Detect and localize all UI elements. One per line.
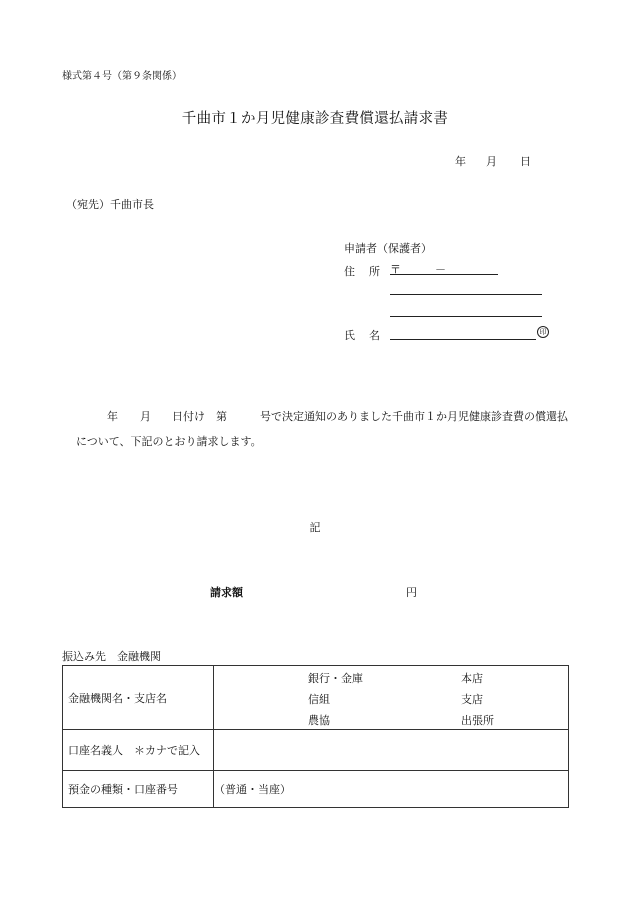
- account-type-field[interactable]: （普通・当座）: [214, 771, 569, 808]
- body-number-prefix: 第: [216, 410, 227, 423]
- form-number: 様式第４号（第９条関係）: [62, 71, 182, 82]
- postal-code-field[interactable]: [390, 261, 498, 275]
- name-field[interactable]: [390, 339, 536, 340]
- ki-heading: 記: [309, 521, 321, 534]
- body-dated: 日付け: [172, 410, 205, 423]
- date-month-label: 月: [486, 155, 497, 168]
- account-holder-label: 口座名義人 ＊カナで記入: [63, 730, 214, 771]
- address-label-char-2: 所: [369, 265, 380, 278]
- institution-type-bank[interactable]: 銀行・金庫: [308, 672, 363, 685]
- branch-type-sub-branch[interactable]: 出張所: [461, 714, 494, 727]
- table-row: [63, 771, 569, 808]
- account-holder-field[interactable]: [214, 730, 569, 771]
- branch-type-head-office[interactable]: 本店: [461, 672, 483, 685]
- bank-info-table: [62, 665, 569, 808]
- claim-amount-unit: 円: [406, 586, 417, 599]
- account-type-label: 預金の種類・口座番号: [63, 771, 214, 808]
- transfer-heading: 振込み先 金融機関: [62, 650, 161, 663]
- institution-type-agri-coop[interactable]: 農協: [308, 714, 330, 727]
- body-sentence: 号で決定通知のありました千曲市１か月児健康診査費の償還払: [260, 410, 568, 423]
- institution-type-credit-union[interactable]: 信組: [308, 693, 330, 706]
- page-title: 千曲市１か月児健康診査費償還払請求書: [181, 111, 449, 127]
- body-month: 月: [140, 410, 151, 423]
- table-row: [63, 666, 569, 730]
- addressee: （宛先）千曲市長: [66, 198, 154, 211]
- name-label: [344, 327, 380, 343]
- postal-dash: －: [435, 263, 446, 276]
- date-year-label: 年: [455, 155, 466, 168]
- table-row: [63, 730, 569, 771]
- date-day-label: 日: [520, 155, 531, 168]
- body-year: 年: [107, 410, 118, 423]
- name-label-char-2: 名: [369, 329, 380, 342]
- name-label-char-1: 氏: [344, 329, 355, 342]
- applicant-heading: 申請者（保護者）: [344, 242, 432, 255]
- seal-mark: 印: [537, 326, 549, 338]
- address-label-char-1: 住: [344, 265, 355, 278]
- body-line-2: について、下記のとおり請求します。: [76, 435, 262, 448]
- address-line-1[interactable]: [390, 294, 542, 295]
- claim-amount-label: 請求額: [210, 586, 243, 599]
- postal-mark: 〒: [390, 263, 401, 276]
- institution-field[interactable]: [214, 666, 569, 730]
- address-label: [344, 263, 380, 279]
- address-line-2[interactable]: [390, 316, 542, 317]
- institution-label: 金融機関名・支店名: [63, 666, 214, 730]
- branch-type-branch[interactable]: 支店: [461, 693, 483, 706]
